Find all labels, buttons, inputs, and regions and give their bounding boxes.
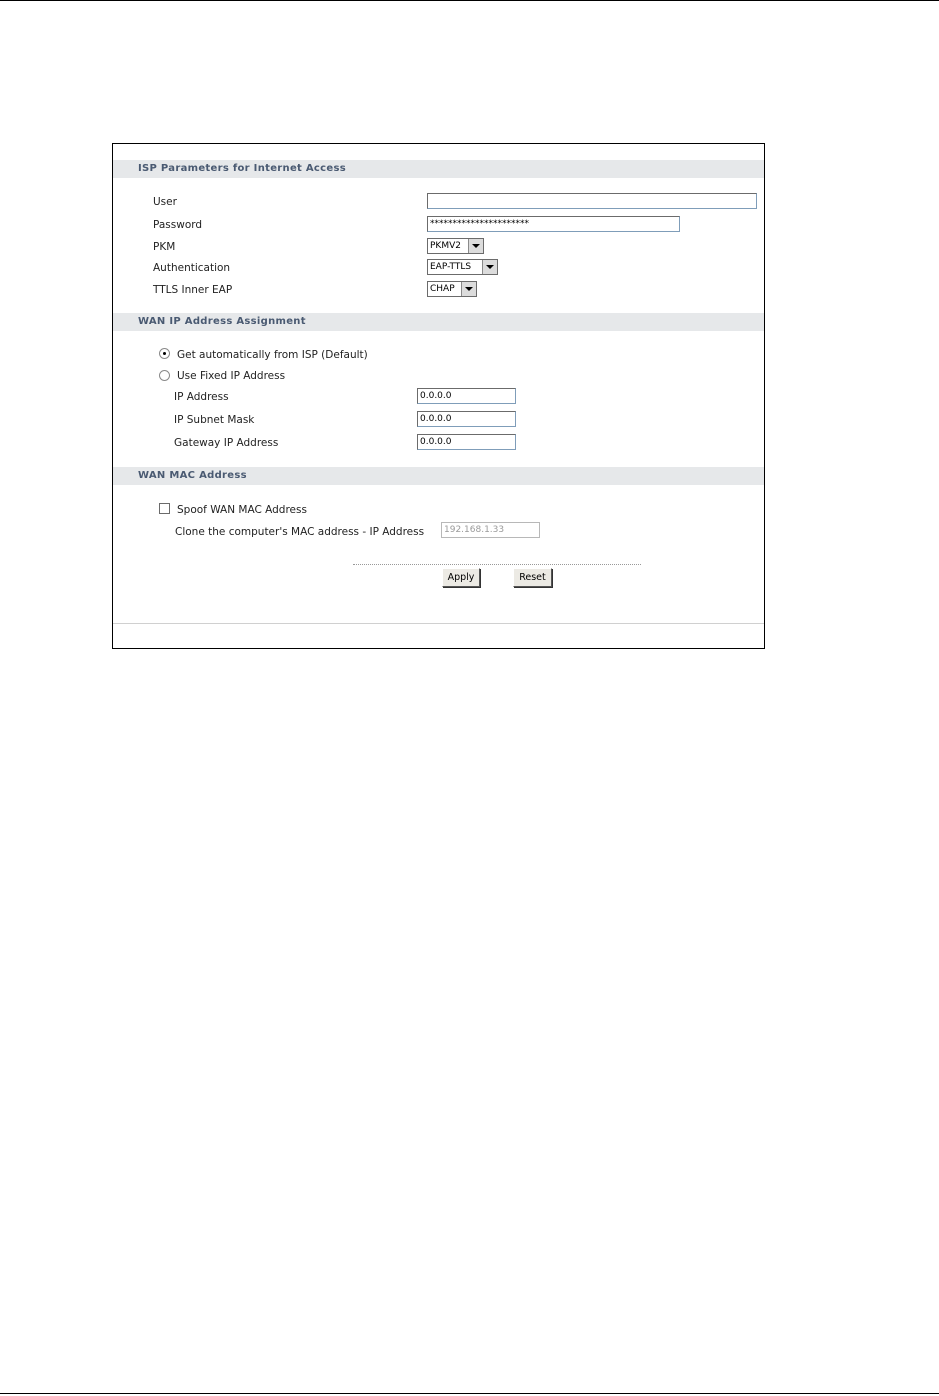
pkm-label: PKM [153, 241, 176, 253]
pkm-select-value: PKMV2 [430, 241, 461, 251]
chevron-down-icon [468, 239, 483, 253]
authentication-select[interactable] [427, 259, 498, 275]
section-isp-parameters: ISP Parameters for Internet Access [113, 160, 764, 178]
page-top-rule [0, 0, 939, 1]
pkm-select[interactable] [427, 238, 484, 254]
radio-get-automatically[interactable] [159, 348, 170, 359]
ip-subnet-mask-input[interactable]: 0.0.0.0 [417, 411, 516, 427]
ttls-inner-eap-select[interactable] [427, 281, 477, 297]
user-input[interactable] [427, 193, 757, 209]
ttls-inner-eap-label: TTLS Inner EAP [153, 284, 233, 296]
gateway-ip-address-input[interactable]: 0.0.0.0 [417, 434, 516, 450]
button-divider [353, 564, 641, 565]
page-bottom-rule [0, 1393, 939, 1394]
spoof-wan-mac-label: Spoof WAN MAC Address [177, 504, 307, 516]
apply-button[interactable]: Apply [442, 568, 480, 587]
clone-ip-address-input[interactable]: 192.168.1.33 [441, 522, 540, 538]
clone-mac-label: Clone the computer's MAC address - IP Address [175, 526, 425, 538]
wan-settings-screen [112, 143, 765, 649]
spoof-wan-mac-checkbox[interactable] [159, 503, 170, 514]
chevron-down-icon [482, 260, 497, 274]
ttls-inner-eap-select-value: CHAP [430, 284, 455, 294]
section-wan-mac-address: WAN MAC Address [113, 467, 764, 485]
user-label: User [153, 196, 177, 208]
footer-divider [113, 623, 764, 624]
chevron-down-icon [461, 282, 476, 296]
gateway-ip-address-label: Gateway IP Address [174, 437, 279, 449]
use-fixed-ip-label: Use Fixed IP Address [177, 370, 286, 382]
ip-address-input[interactable]: 0.0.0.0 [417, 388, 516, 404]
authentication-label: Authentication [153, 262, 231, 274]
get-automatically-label: Get automatically from ISP (Default) [177, 349, 368, 361]
radio-use-fixed-ip[interactable] [159, 370, 170, 381]
ip-address-label: IP Address [174, 391, 229, 403]
ip-subnet-mask-label: IP Subnet Mask [174, 414, 255, 426]
section-wan-ip-assignment: WAN IP Address Assignment [113, 313, 764, 331]
reset-button[interactable]: Reset [513, 568, 552, 587]
password-input[interactable]: ********************** [427, 216, 680, 232]
authentication-select-value: EAP-TTLS [430, 262, 472, 272]
password-label: Password [153, 219, 203, 231]
